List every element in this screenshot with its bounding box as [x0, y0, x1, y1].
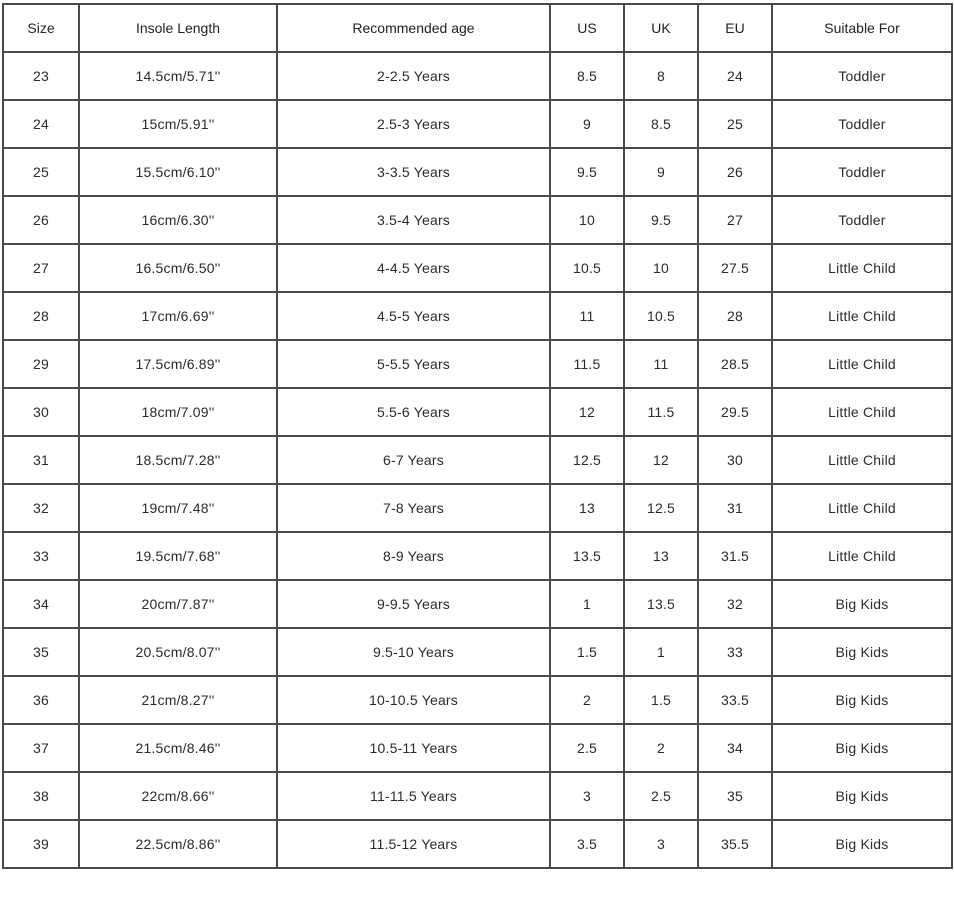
- cell-suitable-for: Toddler: [772, 100, 952, 148]
- cell-size: 26: [3, 196, 79, 244]
- cell-size: 30: [3, 388, 79, 436]
- table-row: [3, 388, 952, 436]
- cell-us-size: 2.5: [550, 724, 624, 772]
- cell-recommended-age: 9-9.5 Years: [277, 580, 550, 628]
- cell-eu-size: 28.5: [698, 340, 772, 388]
- table-row: [3, 532, 952, 580]
- cell-us-size: 9.5: [550, 148, 624, 196]
- cell-eu-size: 29.5: [698, 388, 772, 436]
- cell-eu-size: 28: [698, 292, 772, 340]
- cell-suitable-for: Big Kids: [772, 676, 952, 724]
- cell-uk-size: 1: [624, 628, 698, 676]
- cell-recommended-age: 6-7 Years: [277, 436, 550, 484]
- cell-suitable-for: Toddler: [772, 52, 952, 100]
- cell-recommended-age: 2-2.5 Years: [277, 52, 550, 100]
- table-row: [3, 580, 952, 628]
- cell-recommended-age: 8-9 Years: [277, 532, 550, 580]
- cell-eu-size: 31.5: [698, 532, 772, 580]
- cell-size: 36: [3, 676, 79, 724]
- table-row: [3, 436, 952, 484]
- cell-insole-length: 19.5cm/7.68'': [79, 532, 277, 580]
- cell-uk-size: 11.5: [624, 388, 698, 436]
- column-header-recommended-age: Recommended age: [277, 4, 550, 52]
- cell-uk-size: 8.5: [624, 100, 698, 148]
- cell-size: 31: [3, 436, 79, 484]
- cell-us-size: 13.5: [550, 532, 624, 580]
- cell-uk-size: 10.5: [624, 292, 698, 340]
- cell-eu-size: 33: [698, 628, 772, 676]
- cell-recommended-age: 3.5-4 Years: [277, 196, 550, 244]
- cell-suitable-for: Toddler: [772, 196, 952, 244]
- cell-size: 24: [3, 100, 79, 148]
- cell-suitable-for: Little Child: [772, 484, 952, 532]
- cell-insole-length: 19cm/7.48'': [79, 484, 277, 532]
- cell-us-size: 10.5: [550, 244, 624, 292]
- cell-uk-size: 1.5: [624, 676, 698, 724]
- table-row: [3, 484, 952, 532]
- cell-insole-length: 17cm/6.69'': [79, 292, 277, 340]
- cell-uk-size: 13.5: [624, 580, 698, 628]
- cell-eu-size: 35.5: [698, 820, 772, 868]
- cell-uk-size: 2: [624, 724, 698, 772]
- cell-eu-size: 32: [698, 580, 772, 628]
- cell-us-size: 10: [550, 196, 624, 244]
- cell-insole-length: 18.5cm/7.28'': [79, 436, 277, 484]
- cell-recommended-age: 3-3.5 Years: [277, 148, 550, 196]
- cell-uk-size: 12.5: [624, 484, 698, 532]
- cell-us-size: 13: [550, 484, 624, 532]
- cell-recommended-age: 10.5-11 Years: [277, 724, 550, 772]
- column-header-size: Size: [3, 4, 79, 52]
- table-row: [3, 820, 952, 868]
- cell-suitable-for: Big Kids: [772, 628, 952, 676]
- cell-recommended-age: 4.5-5 Years: [277, 292, 550, 340]
- cell-size: 38: [3, 772, 79, 820]
- cell-recommended-age: 7-8 Years: [277, 484, 550, 532]
- cell-us-size: 1: [550, 580, 624, 628]
- header-row: [3, 4, 952, 52]
- cell-us-size: 9: [550, 100, 624, 148]
- cell-uk-size: 11: [624, 340, 698, 388]
- cell-eu-size: 27.5: [698, 244, 772, 292]
- table-row: [3, 772, 952, 820]
- table-row: [3, 340, 952, 388]
- cell-uk-size: 10: [624, 244, 698, 292]
- table-row: [3, 244, 952, 292]
- cell-insole-length: 22cm/8.66'': [79, 772, 277, 820]
- table-header: [3, 4, 952, 52]
- cell-eu-size: 31: [698, 484, 772, 532]
- cell-suitable-for: Big Kids: [772, 820, 952, 868]
- table-row: [3, 148, 952, 196]
- cell-size: 32: [3, 484, 79, 532]
- cell-eu-size: 24: [698, 52, 772, 100]
- cell-recommended-age: 5.5-6 Years: [277, 388, 550, 436]
- cell-us-size: 8.5: [550, 52, 624, 100]
- cell-suitable-for: Little Child: [772, 388, 952, 436]
- cell-us-size: 1.5: [550, 628, 624, 676]
- cell-suitable-for: Big Kids: [772, 580, 952, 628]
- cell-insole-length: 14.5cm/5.71'': [79, 52, 277, 100]
- size-chart-table: [2, 3, 953, 869]
- cell-recommended-age: 11.5-12 Years: [277, 820, 550, 868]
- table-body: [3, 52, 952, 868]
- cell-insole-length: 22.5cm/8.86'': [79, 820, 277, 868]
- cell-size: 23: [3, 52, 79, 100]
- table-row: [3, 724, 952, 772]
- cell-eu-size: 30: [698, 436, 772, 484]
- column-header-insole-length: Insole Length: [79, 4, 277, 52]
- cell-eu-size: 27: [698, 196, 772, 244]
- cell-suitable-for: Little Child: [772, 340, 952, 388]
- cell-size: 25: [3, 148, 79, 196]
- cell-insole-length: 15.5cm/6.10'': [79, 148, 277, 196]
- cell-uk-size: 9: [624, 148, 698, 196]
- cell-size: 39: [3, 820, 79, 868]
- cell-insole-length: 18cm/7.09'': [79, 388, 277, 436]
- cell-us-size: 3: [550, 772, 624, 820]
- cell-insole-length: 21.5cm/8.46'': [79, 724, 277, 772]
- cell-eu-size: 35: [698, 772, 772, 820]
- table-row: [3, 196, 952, 244]
- cell-recommended-age: 4-4.5 Years: [277, 244, 550, 292]
- cell-uk-size: 8: [624, 52, 698, 100]
- column-header-suitable-for: Suitable For: [772, 4, 952, 52]
- cell-us-size: 11: [550, 292, 624, 340]
- cell-recommended-age: 10-10.5 Years: [277, 676, 550, 724]
- cell-eu-size: 26: [698, 148, 772, 196]
- cell-uk-size: 2.5: [624, 772, 698, 820]
- cell-size: 33: [3, 532, 79, 580]
- cell-size: 35: [3, 628, 79, 676]
- cell-recommended-age: 5-5.5 Years: [277, 340, 550, 388]
- cell-us-size: 12: [550, 388, 624, 436]
- cell-us-size: 3.5: [550, 820, 624, 868]
- cell-us-size: 2: [550, 676, 624, 724]
- cell-size: 34: [3, 580, 79, 628]
- cell-suitable-for: Little Child: [772, 532, 952, 580]
- column-header-eu-size: EU: [698, 4, 772, 52]
- cell-insole-length: 16.5cm/6.50'': [79, 244, 277, 292]
- table-row: [3, 292, 952, 340]
- cell-size: 37: [3, 724, 79, 772]
- cell-us-size: 12.5: [550, 436, 624, 484]
- cell-uk-size: 9.5: [624, 196, 698, 244]
- table-row: [3, 100, 952, 148]
- table-row: [3, 676, 952, 724]
- cell-suitable-for: Little Child: [772, 436, 952, 484]
- cell-size: 28: [3, 292, 79, 340]
- cell-uk-size: 12: [624, 436, 698, 484]
- cell-insole-length: 21cm/8.27'': [79, 676, 277, 724]
- cell-eu-size: 25: [698, 100, 772, 148]
- cell-recommended-age: 2.5-3 Years: [277, 100, 550, 148]
- cell-us-size: 11.5: [550, 340, 624, 388]
- cell-insole-length: 16cm/6.30'': [79, 196, 277, 244]
- cell-recommended-age: 9.5-10 Years: [277, 628, 550, 676]
- cell-insole-length: 20cm/7.87'': [79, 580, 277, 628]
- cell-eu-size: 33.5: [698, 676, 772, 724]
- cell-suitable-for: Big Kids: [772, 772, 952, 820]
- cell-suitable-for: Little Child: [772, 292, 952, 340]
- table-row: [3, 628, 952, 676]
- cell-insole-length: 20.5cm/8.07'': [79, 628, 277, 676]
- cell-insole-length: 17.5cm/6.89'': [79, 340, 277, 388]
- cell-size: 29: [3, 340, 79, 388]
- cell-suitable-for: Big Kids: [772, 724, 952, 772]
- cell-suitable-for: Toddler: [772, 148, 952, 196]
- cell-uk-size: 13: [624, 532, 698, 580]
- cell-eu-size: 34: [698, 724, 772, 772]
- column-header-us-size: US: [550, 4, 624, 52]
- cell-suitable-for: Little Child: [772, 244, 952, 292]
- column-header-uk-size: UK: [624, 4, 698, 52]
- table-row: [3, 52, 952, 100]
- cell-insole-length: 15cm/5.91'': [79, 100, 277, 148]
- cell-uk-size: 3: [624, 820, 698, 868]
- cell-size: 27: [3, 244, 79, 292]
- cell-recommended-age: 11-11.5 Years: [277, 772, 550, 820]
